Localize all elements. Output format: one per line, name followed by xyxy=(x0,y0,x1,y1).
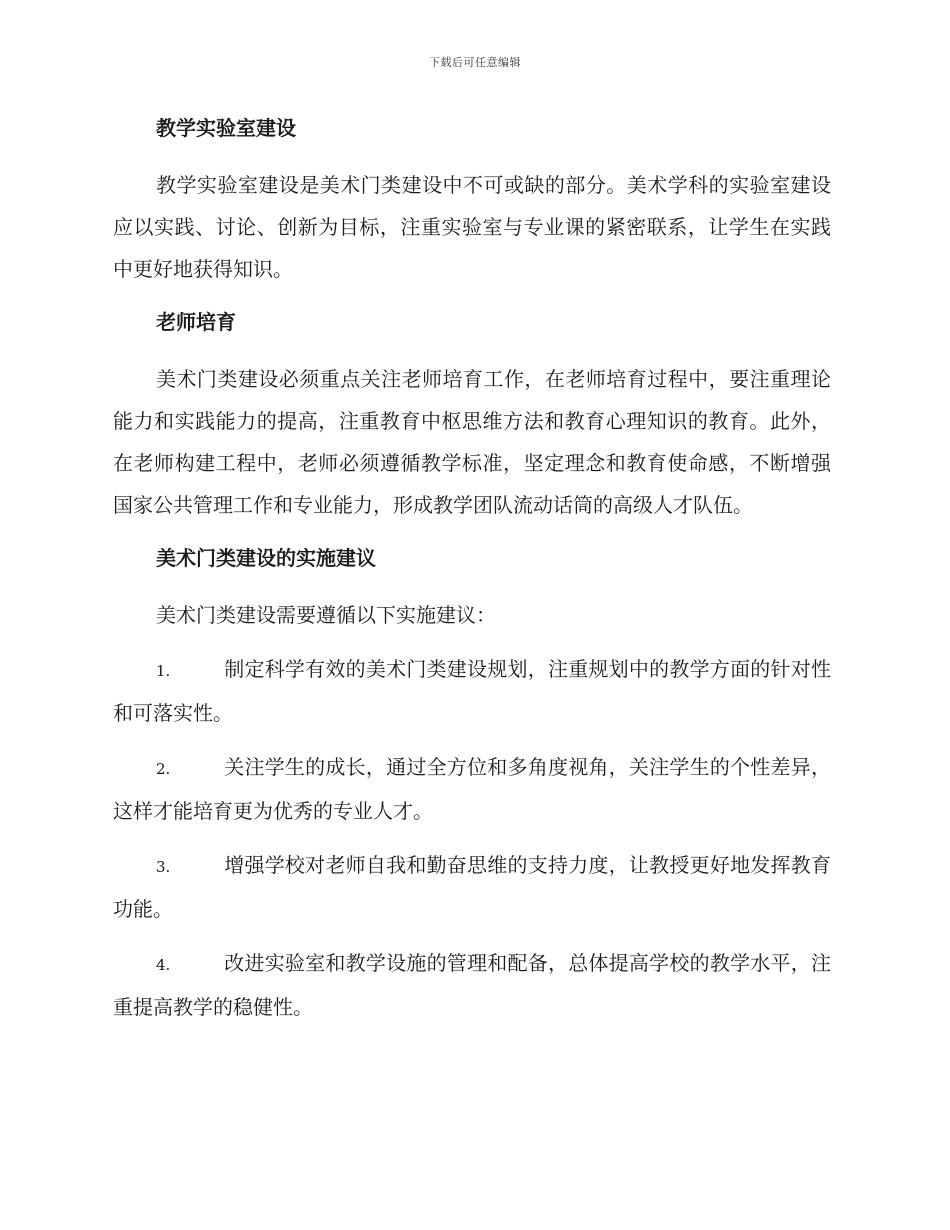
section-teacher-training xyxy=(113,302,831,526)
section-paragraph: 美术门类建设必须重点关注老师培育工作，在老师培育过程中，要注重理论能力和实践能力的提高，注重教育中枢思维方法和教育心理知识的教育。此外，在老师构建工程中，老师必须遵循教学标准，坚定理念和教育使命感，不断增强国家公共管理工作和专业能力，形成教学团队流动话筒的高级人才队伍。 xyxy=(113,367,831,517)
section-paragraph: 美术门类建设需要遵循以下实施建议： xyxy=(156,603,496,627)
list-item-number: 1. xyxy=(156,662,171,680)
list-item xyxy=(113,746,831,832)
list-item-text: 改进实验室和教学设施的管理和配备，总体提高学校的教学水平，注重提高教学的稳健性。 xyxy=(113,951,831,1019)
list-item xyxy=(113,942,831,1028)
section-heading: 老师培育 xyxy=(156,310,236,334)
list-item xyxy=(113,648,831,734)
list-item-number: 4. xyxy=(156,956,171,974)
list-item-text: 增强学校对老师自我和勤奋思维的支持力度，让教授更好地发挥教育功能。 xyxy=(113,853,831,921)
page-header-note: 下载后可任意编辑 xyxy=(429,56,521,69)
list-item-number: 3. xyxy=(156,858,171,876)
document-body xyxy=(113,108,831,1040)
section-implementation-suggestions xyxy=(113,538,831,636)
section-heading: 教学实验室建设 xyxy=(156,116,296,140)
section-heading: 美术门类建设的实施建议 xyxy=(156,546,376,570)
list-item xyxy=(113,844,831,930)
list-item-text: 制定科学有效的美术门类建设规划，注重规划中的教学方面的针对性和可落实性。 xyxy=(113,657,831,725)
list-item-number: 2. xyxy=(156,760,171,778)
list-item-text: 关注学生的成长，通过全方位和多角度视角，关注学生的个性差异，这样才能培育更为优秀的专业人才。 xyxy=(113,755,831,823)
suggestion-list xyxy=(113,648,831,1028)
section-paragraph: 教学实验室建设是美术门类建设中不可或缺的部分。美术学科的实验室建设应以实践、讨论、创新为目标，注重实验室与专业课的紧密联系，让学生在实践中更好地获得知识。 xyxy=(113,173,831,281)
section-lab-construction xyxy=(113,108,831,290)
